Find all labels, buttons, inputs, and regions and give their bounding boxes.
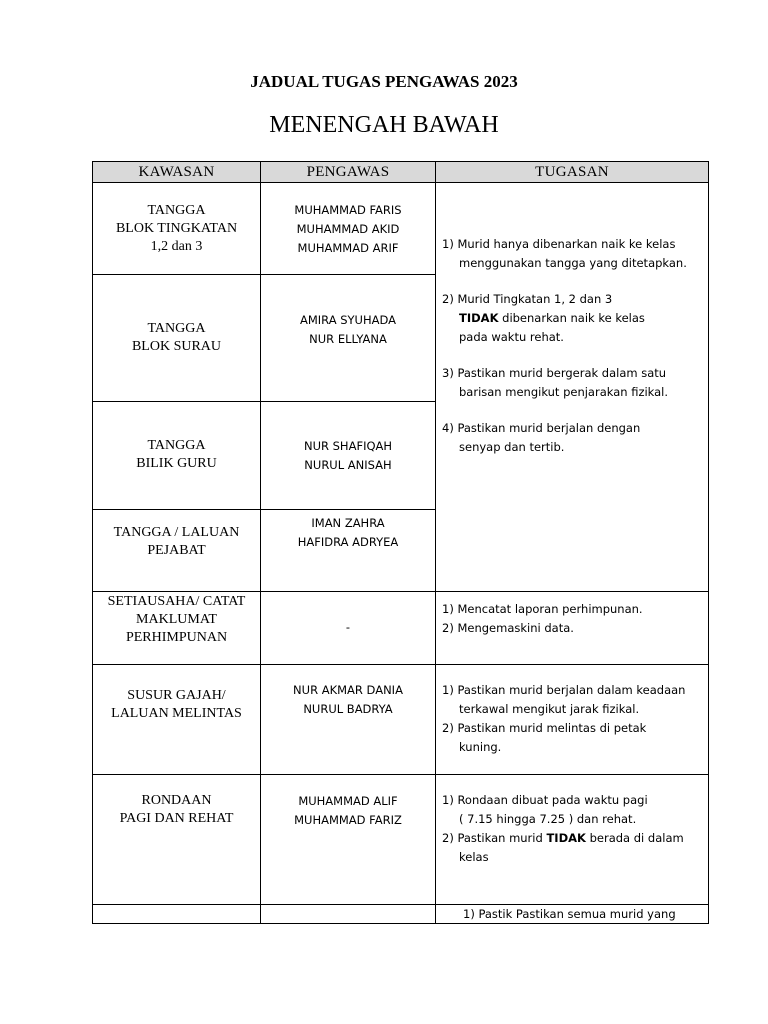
table-row xyxy=(93,183,709,275)
pengawas-cell xyxy=(261,275,436,402)
kawasan-line: PAGI DAN REHAT xyxy=(119,811,234,826)
kawasan-line: TANGGA / LALUAN xyxy=(113,525,240,540)
pengawas-cell xyxy=(261,775,436,905)
header-kawasan: KAWASAN xyxy=(93,162,261,183)
tugasan-line: 1) Murid hanya dibenarkan naik ke kelas xyxy=(442,237,676,251)
kawasan-line: TANGGA xyxy=(147,321,206,336)
pengawas-name: NUR SHAFIQAH xyxy=(303,439,393,453)
pengawas-name: NUR ELLYANA xyxy=(309,332,387,346)
tugasan-line: ( 7.15 hingga 7.25 ) dan rehat. xyxy=(459,812,637,826)
pengawas-name: NURUL BADRYA xyxy=(303,702,393,716)
tugasan-line: kelas xyxy=(459,850,489,864)
table-row xyxy=(93,905,709,924)
tugasan-line: 2) Mengemaskini data. xyxy=(442,621,574,635)
kawasan-cell xyxy=(93,905,261,924)
kawasan-line: PERHIMPUNAN xyxy=(125,630,228,645)
kawasan-cell xyxy=(93,275,261,402)
tugasan-text: berada di dalam xyxy=(585,831,684,845)
pengawas-name: NURUL ANISAH xyxy=(304,458,392,472)
kawasan-cell xyxy=(93,402,261,510)
tugasan-line: 1) Pastik Pastikan semua murid yang xyxy=(463,907,676,921)
table-header-row xyxy=(93,162,709,183)
kawasan-cell xyxy=(93,665,261,775)
pengawas-cell xyxy=(261,402,436,510)
kawasan-line: BLOK TINGKATAN xyxy=(115,221,238,236)
kawasan-line: 1,2 dan 3 xyxy=(150,239,203,254)
kawasan-cell xyxy=(93,183,261,275)
pengawas-name: MUHAMMAD FARIS xyxy=(294,203,402,217)
kawasan-line: RONDAAN xyxy=(141,793,212,808)
kawasan-line: PEJABAT xyxy=(147,543,206,558)
table-row xyxy=(93,665,709,775)
pengawas-name: MUHAMMAD AKID xyxy=(296,222,400,236)
tugasan-line: 3) Pastikan murid bergerak dalam satu xyxy=(442,366,667,380)
table-row xyxy=(93,592,709,665)
kawasan-cell xyxy=(93,775,261,905)
pengawas-cell xyxy=(261,510,436,592)
kawasan-line: BILIK GURU xyxy=(136,456,217,471)
pengawas-name: AMIRA SYUHADA xyxy=(299,313,396,327)
pengawas-name: MUHAMMAD FARIZ xyxy=(294,813,402,827)
document-subtitle: MENENGAH BAWAH xyxy=(269,112,499,138)
kawasan-line: TANGGA xyxy=(147,203,206,218)
tugasan-line: 2) Pastikan murid melintas di petak xyxy=(442,721,647,735)
kawasan-cell xyxy=(93,592,261,665)
pengawas-name: MUHAMMAD ARIF xyxy=(297,241,399,255)
tugasan-cell-susur xyxy=(436,665,709,775)
tugasan-cell-tangga xyxy=(436,183,709,592)
tidak-emphasis: TIDAK xyxy=(459,311,499,325)
tidak-emphasis: TIDAK xyxy=(546,831,586,845)
table-row xyxy=(93,775,709,905)
tugasan-line: terkawal mengikut jarak fizikal. xyxy=(459,702,640,716)
kawasan-line: TANGGA xyxy=(147,438,206,453)
pengawas-name: HAFIDRA ADRYEA xyxy=(297,535,399,549)
kawasan-cell xyxy=(93,510,261,592)
tugasan-line: kuning. xyxy=(459,740,502,754)
kawasan-line: MAKLUMAT xyxy=(136,612,217,627)
kawasan-line: SUSUR GAJAH/ xyxy=(127,688,226,703)
pengawas-cell xyxy=(261,592,436,665)
tugasan-line: 1) Pastikan murid berjalan dalam keadaan xyxy=(442,683,686,697)
pengawas-cell xyxy=(261,905,436,924)
tugasan-line: menggunakan tangga yang ditetapkan. xyxy=(459,256,687,270)
tugasan-cell-rondaan xyxy=(436,775,709,905)
duty-table xyxy=(92,161,709,924)
kawasan-line: LALUAN MELINTAS xyxy=(111,706,242,721)
document-title: JADUAL TUGAS PENGAWAS 2023 xyxy=(250,72,518,91)
tugasan-cell-last xyxy=(436,905,709,924)
pengawas-cell xyxy=(261,665,436,775)
tugasan-line: senyap dan tertib. xyxy=(459,440,565,454)
tugasan-cell-setiausaha xyxy=(436,592,709,665)
pengawas-name: - xyxy=(345,620,351,634)
tugasan-line: 1) Mencatat laporan perhimpunan. xyxy=(442,602,643,616)
tugasan-text: 2) Pastikan murid xyxy=(442,831,547,845)
tugasan-line: 2) Murid Tingkatan 1, 2 dan 3 xyxy=(442,292,613,306)
tugasan-line: barisan mengikut penjarakan fizikal. xyxy=(459,385,669,399)
tugasan-line: pada waktu rehat. xyxy=(459,330,564,344)
tugasan-line: 4) Pastikan murid berjalan dengan xyxy=(442,421,641,435)
kawasan-line: SETIAUSAHA/ CATAT xyxy=(107,594,246,609)
pengawas-name: IMAN ZAHRA xyxy=(311,516,385,530)
pengawas-name: NUR AKMAR DANIA xyxy=(293,683,403,697)
tugasan-line: 1) Rondaan dibuat pada waktu pagi xyxy=(442,793,648,807)
kawasan-line: BLOK SURAU xyxy=(131,339,222,354)
pengawas-cell xyxy=(261,183,436,275)
pengawas-name: MUHAMMAD ALIF xyxy=(298,794,398,808)
tugasan-text: dibenarkan naik ke kelas xyxy=(498,311,645,325)
tugasan-line xyxy=(436,309,708,328)
header-pengawas: PENGAWAS xyxy=(261,162,436,183)
tugasan-line xyxy=(436,829,708,848)
header-tugasan: TUGASAN xyxy=(436,162,709,183)
